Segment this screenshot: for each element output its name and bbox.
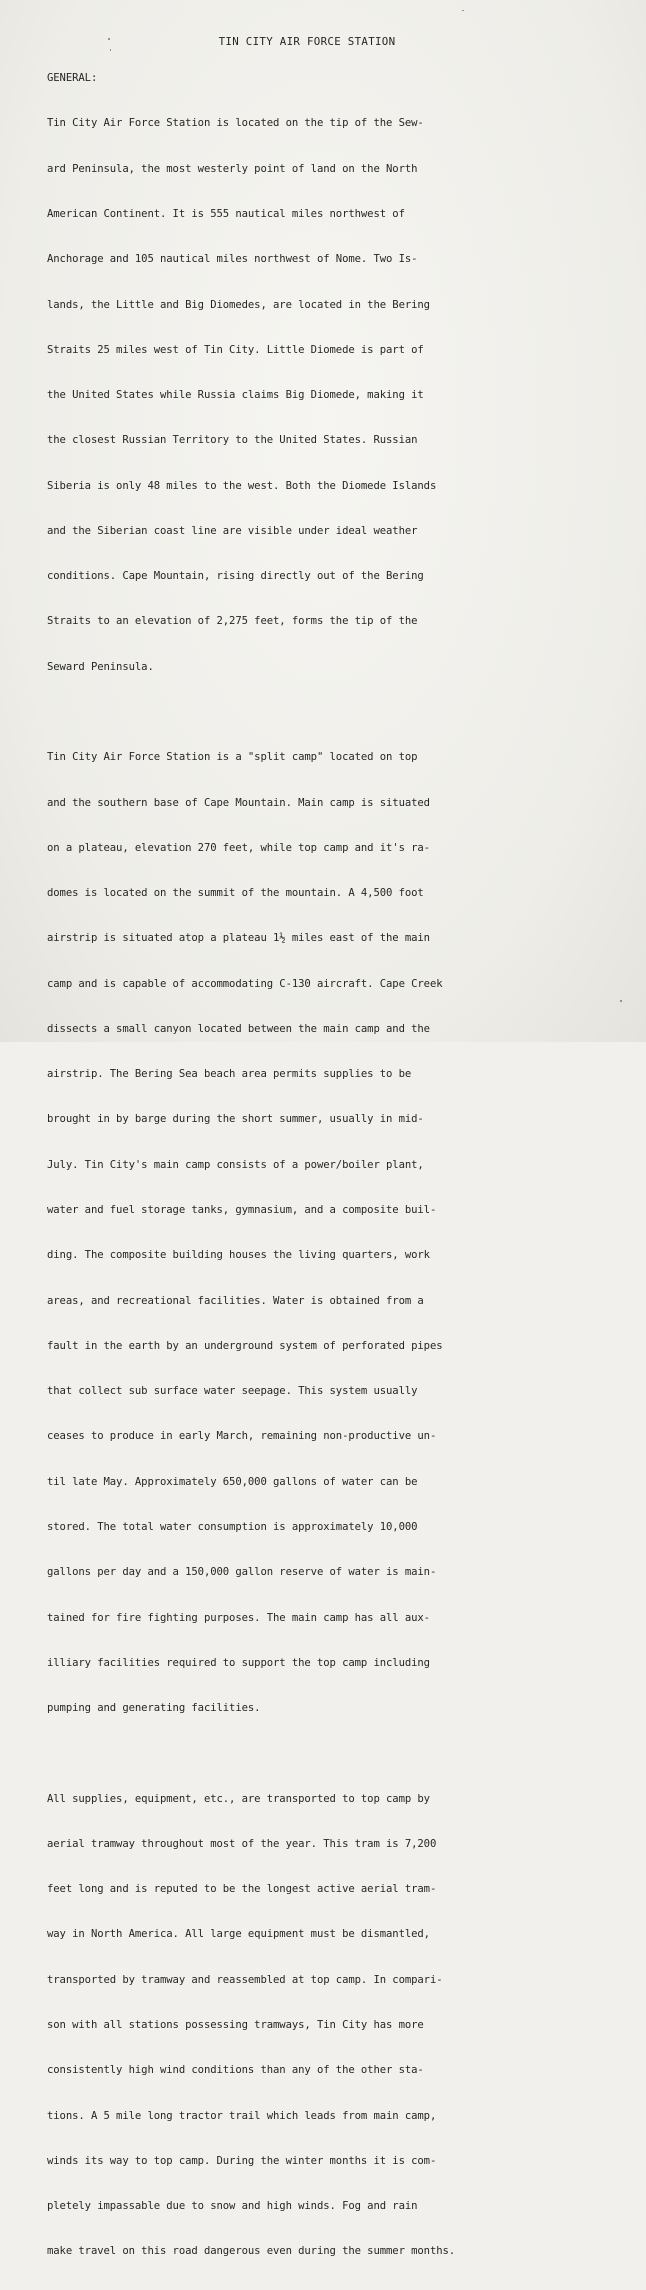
text-line: illiary facilities required to support the top camp including — [47, 1656, 430, 1669]
text-line: tions. A 5 mile long tractor trail which leads from main camp, — [47, 2109, 437, 2122]
text-line: feet long and is reputed to be the longest active aerial tram- — [47, 1883, 437, 1896]
paragraph-2 — [47, 720, 607, 1746]
paragraph-gap — [47, 1746, 607, 1761]
text-line: stored. The total water consumption is approximately 10,000 — [47, 1521, 418, 1533]
text-line: fault in the earth by an underground system of perforated pipes — [47, 1339, 443, 1352]
text-line: til late May. Approximately 650,000 gallons of water can be — [47, 1475, 418, 1488]
text-line: airstrip is situated atop a plateau 1½ miles east of the main — [47, 932, 430, 945]
text-line: Straits 25 miles west of Tin City. Little Diomede is part of — [47, 343, 424, 356]
text-line: Straits to an elevation of 2,275 feet, forms the tip of the — [47, 615, 418, 628]
text-line: lands, the Little and Big Diomedes, are located in the Bering — [47, 298, 430, 311]
text-line: Tin City Air Force Station is located on the tip of the Sew- — [47, 117, 424, 130]
text-line: the closest Russian Territory to the United States. Russian — [47, 434, 418, 447]
text-line: conditions. Cape Mountain, rising directly out of the Bering — [47, 570, 424, 583]
text-line: and the Siberian coast line are visible under ideal weather — [47, 524, 418, 537]
text-line: that collect sub surface water seepage. This system usually — [47, 1385, 418, 1398]
text-line: ding. The composite building houses the living quarters, work — [47, 1249, 430, 1262]
section-heading: GENERAL: — [47, 72, 98, 85]
text-line: son with all stations possessing tramways, Tin City has more — [47, 2019, 424, 2031]
text-line: pumping and generating facilities. — [47, 1702, 261, 1715]
text-line: make travel on this road dangerous even during the summer months. — [47, 2245, 456, 2258]
text-line: All supplies, equipment, etc., are transported to top camp by — [47, 1792, 430, 1805]
text-line: the United States while Russia claims Big Diomede, making it — [47, 389, 424, 402]
text-line: Anchorage and 105 nautical miles northwest of Nome. Two Is- — [47, 253, 418, 266]
text-line: Siberia is only 48 miles to the west. Both the Diomede Islands — [47, 479, 437, 492]
scan-speck — [620, 1000, 622, 1002]
text-line: aerial tramway throughout most of the year. This tram is 7,200 — [47, 1837, 437, 1850]
text-line: transported by tramway and reassembled at top camp. In compari- — [47, 1973, 443, 1986]
text-line: Tin City Air Force Station is a "split camp" located on top — [47, 751, 418, 764]
text-line: Seward Peninsula. — [47, 660, 154, 673]
text-line: dissects a small canyon located between the main camp and the — [47, 1022, 430, 1035]
paragraph-1 — [47, 86, 607, 705]
text-line: on a plateau, elevation 270 feet, while top camp and it's ra- — [47, 841, 430, 854]
text-line: areas, and recreational facilities. Water is obtained from a — [47, 1294, 424, 1307]
text-line: domes is located on the summit of the mountain. A 4,500 foot — [47, 887, 424, 900]
text-line: brought in by barge during the short summer, usually in mid- — [47, 1113, 424, 1126]
text-line: camp and is capable of accommodating C-130 aircraft. Cape Creek — [47, 977, 443, 990]
paragraph-3 — [47, 1761, 607, 2289]
text-line: winds its way to top camp. During the winter months it is com- — [47, 2154, 437, 2167]
text-line: pletely impassable due to snow and high winds. Fog and rain — [47, 2200, 418, 2213]
document-body — [47, 34, 607, 2290]
paragraph-gap — [47, 705, 607, 720]
text-line: and the southern base of Cape Mountain. Main camp is situated — [47, 796, 430, 809]
text-line: ceases to produce in early March, remaining non-productive un- — [47, 1430, 437, 1443]
text-line: airstrip. The Bering Sea beach area permits supplies to be — [47, 1068, 412, 1081]
text-line: ard Peninsula, the most westerly point of land on the North — [47, 162, 418, 175]
text-line: consistently high wind conditions than any of the other sta- — [47, 2064, 424, 2077]
text-line: water and fuel storage tanks, gymnasium, and a composite buil- — [47, 1204, 437, 1217]
scan-speck — [462, 10, 464, 11]
document-title: TIN CITY AIR FORCE STATION — [218, 35, 396, 48]
text-line: tained for fire fighting purposes. The main camp has all aux- — [47, 1611, 430, 1624]
text-line: July. Tin City's main camp consists of a power/boiler plant, — [47, 1158, 424, 1171]
text-line: gallons per day and a 150,000 gallon reserve of water is main- — [47, 1566, 437, 1579]
text-line: way in North America. All large equipment must be dismantled, — [47, 1928, 430, 1941]
text-line: American Continent. It is 555 nautical miles northwest of — [47, 207, 405, 220]
